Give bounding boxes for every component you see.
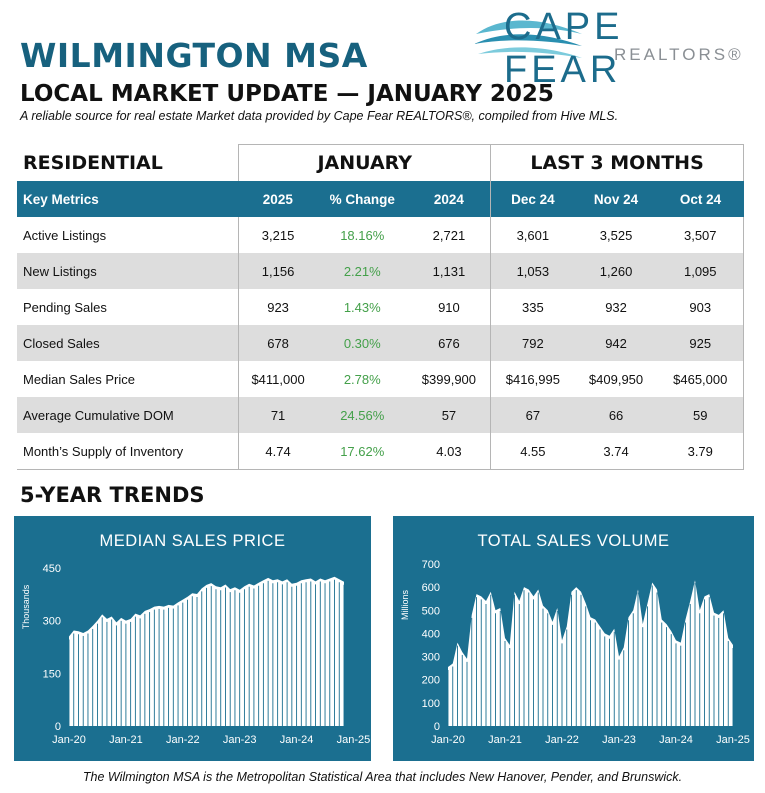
x-tick-label: Jan-25 [716, 734, 750, 746]
column-header: 2024 [408, 181, 491, 217]
metric-value: 4.74 [239, 433, 317, 470]
metric-value: 71 [239, 397, 317, 433]
y-axis-label: Millions [400, 589, 410, 621]
metric-value: $399,900 [408, 361, 491, 397]
percent-change-cell: 1.43% [343, 299, 381, 315]
sales-volume-chart [393, 516, 754, 761]
metric-value: 903 [658, 289, 744, 325]
table-row [17, 361, 744, 397]
metric-value: 59 [658, 397, 744, 433]
metric-value: 3,601 [516, 227, 550, 243]
x-tick-label: Jan-24 [279, 734, 314, 746]
metric-value: 792 [491, 325, 575, 361]
x-tick-label: Jan-20 [431, 734, 465, 746]
metric-value: $409,950 [588, 371, 644, 387]
metric-value: 3,525 [599, 227, 633, 243]
page-subtitle: LOCAL MARKET UPDATE — JANUARY 2025 [20, 81, 554, 107]
y-tick-label: 0 [54, 721, 61, 733]
column-header: % Change [317, 181, 408, 217]
chart-title: MEDIAN SALES PRICE [99, 532, 286, 550]
metric-value: 3,507 [658, 217, 744, 253]
table-row [17, 217, 744, 253]
table-column-header [17, 181, 744, 217]
percent-change-cell: 2.21% [317, 253, 408, 289]
column-header: Nov 24 [575, 181, 658, 217]
metric-value: 678 [239, 325, 317, 361]
x-tick-label: Jan-22 [165, 734, 200, 746]
metric-value: 1,095 [658, 253, 744, 289]
column-header: Oct 24 [658, 181, 744, 217]
metric-value: $416,995 [505, 371, 560, 387]
metric-value: 4.03 [408, 433, 491, 470]
percent-change-cell: 0.30% [317, 325, 408, 361]
y-tick-label: 500 [421, 605, 440, 618]
section-label: RESIDENTIAL [23, 151, 163, 174]
group-last-3-months: LAST 3 MONTHS [491, 145, 744, 182]
metric-value: 3,215 [239, 217, 317, 253]
metric-value: 910 [408, 289, 491, 325]
metric-value: 1,053 [491, 253, 575, 289]
tagline: A reliable source for real estate Market data provided by Cape Fear REALTORS®, compiled from Hive MLS. [20, 109, 619, 123]
metric-value: 4.55 [491, 433, 575, 470]
x-tick-label: Jan-20 [52, 734, 86, 746]
metric-name: New Listings [17, 253, 239, 289]
metric-name: Pending Sales [23, 299, 107, 315]
metric-value: 1,260 [575, 253, 658, 289]
percent-change-cell: 17.62% [317, 433, 408, 470]
y-tick-label: 600 [421, 582, 440, 595]
median-price-chart-panel [14, 516, 371, 761]
metric-name: Average Cumulative DOM [17, 397, 239, 433]
metric-value: 66 [575, 397, 658, 433]
median-price-chart [14, 516, 371, 761]
page-title: WILMINGTON MSA [20, 36, 368, 75]
x-tick-label: Jan-24 [659, 734, 693, 746]
metric-name: Closed Sales [17, 325, 239, 361]
metric-name: Month’s Supply of Inventory [17, 433, 239, 470]
x-tick-label: Jan-21 [488, 734, 522, 746]
footnote: The Wilmington MSA is the Metropolitan Statistical Area that includes New Hanover, Pender, and Brunswick. [82, 770, 683, 784]
metric-value: $411,000 [239, 361, 317, 397]
x-tick-label: Jan-23 [602, 734, 636, 746]
market-metrics-table [17, 144, 744, 470]
table-row [17, 289, 744, 325]
x-tick-label: Jan-25 [336, 734, 371, 746]
metric-name: Median Sales Price [23, 371, 135, 387]
table-row [17, 253, 744, 289]
metric-value: 676 [408, 325, 491, 361]
metric-value: 3.79 [658, 433, 744, 470]
column-header: Dec 24 [491, 181, 575, 217]
x-tick-label: Jan-21 [109, 734, 143, 746]
metric-value: 2,721 [408, 217, 491, 253]
metric-value: 925 [658, 325, 744, 361]
sales-volume-chart-panel [393, 516, 754, 761]
percent-change-cell: 18.16% [340, 227, 385, 243]
percent-change-cell: 2.78% [343, 371, 381, 387]
y-tick-label: 100 [421, 697, 440, 710]
chart-title: TOTAL SALES VOLUME [477, 532, 670, 550]
metric-value: 923 [239, 289, 317, 325]
y-axis-label: Thousands [21, 584, 31, 630]
table-row [17, 397, 744, 433]
logo-line2: REALTORS® [614, 45, 744, 64]
y-tick-label: 400 [421, 628, 440, 641]
y-tick-label: 0 [433, 721, 440, 733]
metric-value: $465,000 [658, 361, 744, 397]
x-tick-label: Jan-23 [222, 734, 257, 746]
metric-value: 67 [491, 397, 575, 433]
metric-value: 1,156 [239, 253, 317, 289]
cape-fear-realtors-logo [474, 4, 744, 91]
metric-name: Active Listings [23, 227, 107, 243]
logo-line1: CAPE FEAR [504, 6, 624, 91]
table-row [17, 325, 744, 361]
x-tick-label: Jan-22 [545, 734, 579, 746]
metric-value: 3.74 [575, 433, 658, 470]
metric-value: 942 [575, 325, 658, 361]
y-tick-label: 700 [421, 559, 440, 571]
y-tick-label: 450 [42, 563, 61, 575]
table-row [17, 433, 744, 470]
metric-value: 335 [522, 299, 544, 315]
y-tick-label: 300 [42, 615, 61, 628]
metric-value: 1,131 [408, 253, 491, 289]
y-tick-label: 300 [421, 651, 440, 664]
column-header: 2025 [239, 181, 317, 217]
table-group-header [17, 145, 744, 182]
metric-value: 57 [408, 397, 491, 433]
group-january: JANUARY [239, 145, 491, 182]
column-header: Key Metrics [17, 181, 239, 217]
trends-heading: 5-YEAR TRENDS [20, 483, 205, 507]
percent-change-cell: 24.56% [317, 397, 408, 433]
y-tick-label: 200 [421, 674, 440, 687]
y-tick-label: 150 [42, 668, 61, 681]
metric-value: 932 [605, 299, 627, 315]
